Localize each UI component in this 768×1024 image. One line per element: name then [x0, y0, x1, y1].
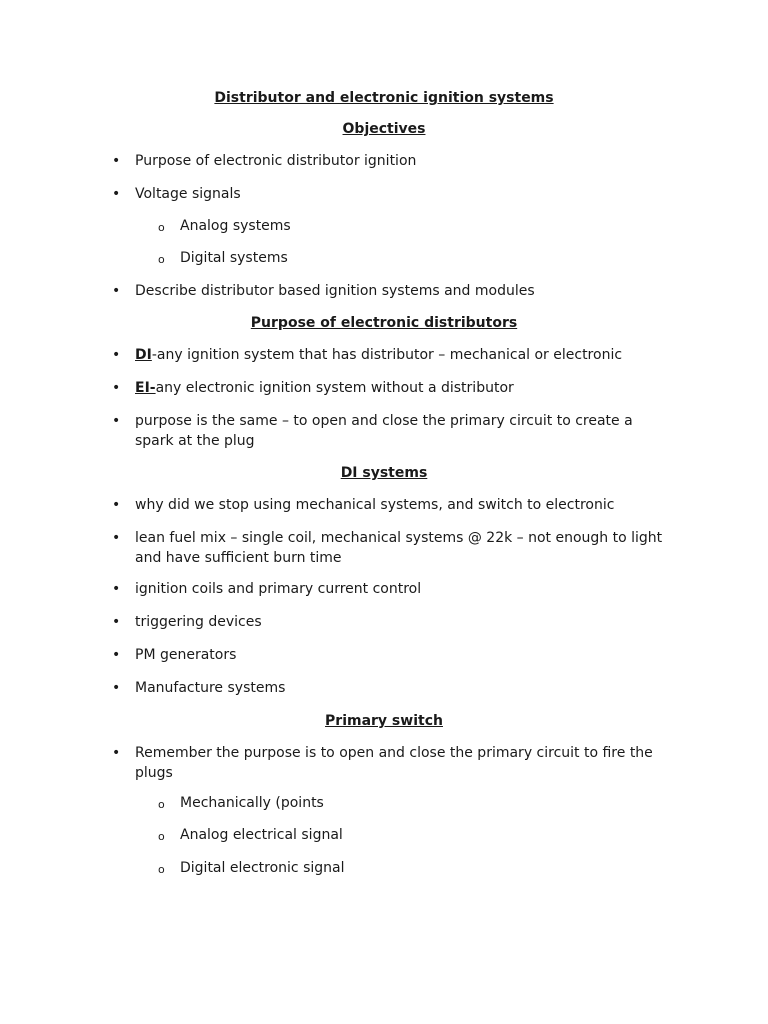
term-di: DI: [135, 347, 152, 363]
sub-bullet-icon: o: [158, 863, 165, 876]
list-item: [112, 151, 672, 171]
sub-list-item-text: Digital electronic signal: [180, 860, 345, 876]
bullet-icon: •: [112, 413, 121, 429]
sub-bullet-icon: o: [158, 830, 165, 843]
bullet-icon: •: [112, 680, 121, 696]
sub-list-item: [158, 248, 658, 268]
section-heading-purpose: Purpose of electronic distributors: [250, 315, 518, 331]
list-item: [112, 345, 672, 365]
sub-list-item: [158, 825, 658, 845]
list-item: [112, 743, 672, 783]
list-item: [112, 378, 672, 398]
sub-list-item-text: Digital systems: [180, 250, 288, 266]
term-ei-definition: any electronic ignition system without a distributor: [155, 380, 514, 396]
list-item-text: Voltage signals: [135, 186, 241, 202]
bullet-icon: •: [112, 283, 121, 299]
list-item: [112, 678, 672, 698]
bullet-icon: •: [112, 153, 121, 169]
list-item-text: ignition coils and primary current control: [135, 581, 422, 597]
list-item-text: Manufacture systems: [135, 680, 286, 696]
list-item-text: [135, 378, 672, 398]
list-item: [112, 579, 672, 599]
sub-list-item: [158, 216, 658, 236]
list-item: [112, 612, 672, 632]
list-item: [112, 528, 672, 568]
bullet-icon: •: [112, 347, 121, 363]
sub-list-item: [158, 793, 658, 813]
list-item-text: Remember the purpose is to open and close the primary circuit to fire the plugs: [135, 745, 653, 781]
sub-bullet-icon: o: [158, 221, 165, 234]
term-ei: EI-: [135, 380, 156, 396]
list-item: [112, 281, 672, 301]
sub-bullet-icon: o: [158, 798, 165, 811]
list-item-text: why did we stop using mechanical systems, and switch to electronic: [135, 497, 615, 513]
sub-list-item-text: Mechanically (points: [180, 795, 324, 811]
section-heading-objectives: Objectives: [342, 121, 426, 137]
bullet-icon: •: [112, 497, 121, 513]
bullet-icon: •: [112, 614, 121, 630]
sub-bullet-icon: o: [158, 253, 165, 266]
bullet-icon: •: [112, 380, 121, 396]
sub-list-item: [158, 858, 658, 878]
sub-list-item-text: Analog electrical signal: [180, 827, 343, 843]
term-di-definition: -any ignition system that has distributor – mechanical or electronic: [151, 347, 623, 363]
list-item: [112, 184, 672, 204]
list-item-text: purpose is the same – to open and close the primary circuit to create a spark at the plug: [135, 413, 633, 449]
list-item-text: triggering devices: [135, 614, 262, 630]
list-item: [112, 411, 672, 451]
list-item-text: Describe distributor based ignition systems and modules: [135, 283, 535, 299]
bullet-icon: •: [112, 647, 121, 663]
document-title: Distributor and electronic ignition systems: [214, 90, 554, 106]
section-heading-primary-switch: Primary switch: [325, 713, 443, 729]
bullet-icon: •: [112, 530, 121, 546]
sub-list-item-text: Analog systems: [180, 218, 291, 234]
list-item-text: PM generators: [135, 647, 237, 663]
bullet-icon: •: [112, 745, 121, 761]
list-item: [112, 645, 672, 665]
bullet-icon: •: [112, 581, 121, 597]
list-item: [112, 495, 672, 515]
list-item-text: Purpose of electronic distributor ignition: [135, 153, 417, 169]
list-item-text: [135, 345, 672, 365]
section-heading-di-systems: DI systems: [340, 465, 428, 481]
list-item-text: lean fuel mix – single coil, mechanical systems @ 22k – not enough to light and have sufficient burn time: [135, 530, 663, 566]
bullet-icon: •: [112, 186, 121, 202]
